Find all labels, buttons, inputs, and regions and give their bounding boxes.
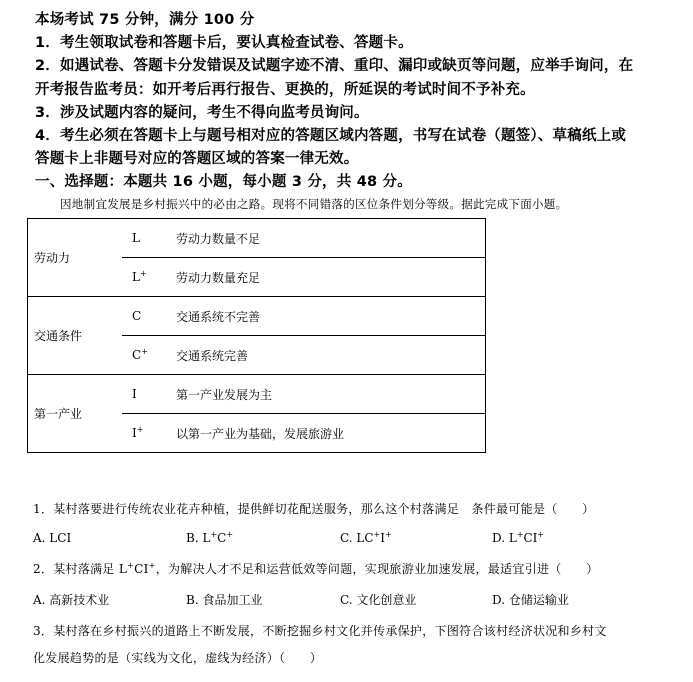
- code-cell: L+: [122, 258, 176, 297]
- table-row: [28, 375, 486, 414]
- q2-option-c[interactable]: C. 文化创意业: [340, 593, 417, 607]
- category-primary-industry: 第一产业: [28, 375, 123, 453]
- desc-cell: 交通系统完善: [176, 336, 486, 375]
- rule-4-cont: 答题卡上非题号对应的答题区域的答案一律无效。: [35, 151, 359, 167]
- q2-option-a[interactable]: A. 高新技术业: [33, 593, 110, 607]
- code-cell: L: [122, 219, 176, 258]
- code-cell: C: [122, 297, 176, 336]
- exam-title: 本场考试 75 分钟，满分 100 分: [35, 12, 255, 28]
- desc-cell: 以第一产业为基础，发展旅游业: [176, 414, 486, 453]
- rule-3: 3．涉及试题内容的疑问，考生不得向监考员询问。: [35, 105, 369, 121]
- section-heading: 一、选择题：本题共 16 小题，每小题 3 分，共 48 分。: [35, 174, 412, 190]
- question-3-stem: 3．某村落在乡村振兴的道路上不断发展，不断挖掘乡村文化并传承保护，下图符合该村经济状况和乡村文: [33, 624, 607, 638]
- intro-text: 因地制宜发展是乡村振兴中的必由之路。现将不同错落的区位条件划分等级。据此完成下面小题。: [60, 197, 568, 211]
- q1-option-b[interactable]: B. L+C+: [186, 530, 234, 545]
- category-traffic: 交通条件: [28, 297, 123, 375]
- category-labor: 劳动力: [28, 219, 123, 297]
- desc-cell: 交通系统不完善: [176, 297, 486, 336]
- table-row: [28, 219, 486, 258]
- code-cell: I: [122, 375, 176, 414]
- q1-option-d[interactable]: D. L+CI+: [492, 530, 545, 545]
- code-cell: C+: [122, 336, 176, 375]
- question-2-stem: 2．某村落满足 L+CI+，为解决人才不足和运营低效等问题，实现旅游业加速发展，最适宜引进（ ）: [33, 561, 599, 576]
- code-cell: I+: [122, 414, 176, 453]
- desc-cell: 劳动力数量不足: [176, 219, 486, 258]
- q1-option-a[interactable]: A. LCI: [33, 531, 72, 545]
- q2-option-b[interactable]: B. 食品加工业: [186, 593, 263, 607]
- location-condition-table: [27, 218, 486, 453]
- q1-option-c[interactable]: C. LC+I+: [340, 530, 392, 545]
- q2-option-d[interactable]: D. 仓储运输业: [492, 593, 569, 607]
- question-1-stem: 1．某村落要进行传统农业花卉种植，提供鲜切花配送服务，那么这个村落满足 条件最可能是（ ）: [33, 502, 595, 516]
- desc-cell: 第一产业发展为主: [176, 375, 486, 414]
- rule-2: 2．如遇试卷、答题卡分发错误及试题字迹不清、重印、漏印或缺页等问题，应举手询问，在: [35, 58, 634, 74]
- desc-cell: 劳动力数量充足: [176, 258, 486, 297]
- question-3-stem-cont: 化发展趋势的是（实线为文化，虚线为经济）（ ）: [33, 651, 323, 665]
- rule-2-cont: 开考报告监考员：如开考后再行报告、更换的，所延误的考试时间不予补充。: [35, 82, 535, 98]
- rule-1: 1．考生领取试卷和答题卡后，要认真检查试卷、答题卡。: [35, 35, 413, 51]
- rule-4: 4．考生必须在答题卡上与题号相对应的答题区域内答题，书写在试卷（题签）、草稿纸上或: [35, 128, 627, 144]
- table-row: [28, 297, 486, 336]
